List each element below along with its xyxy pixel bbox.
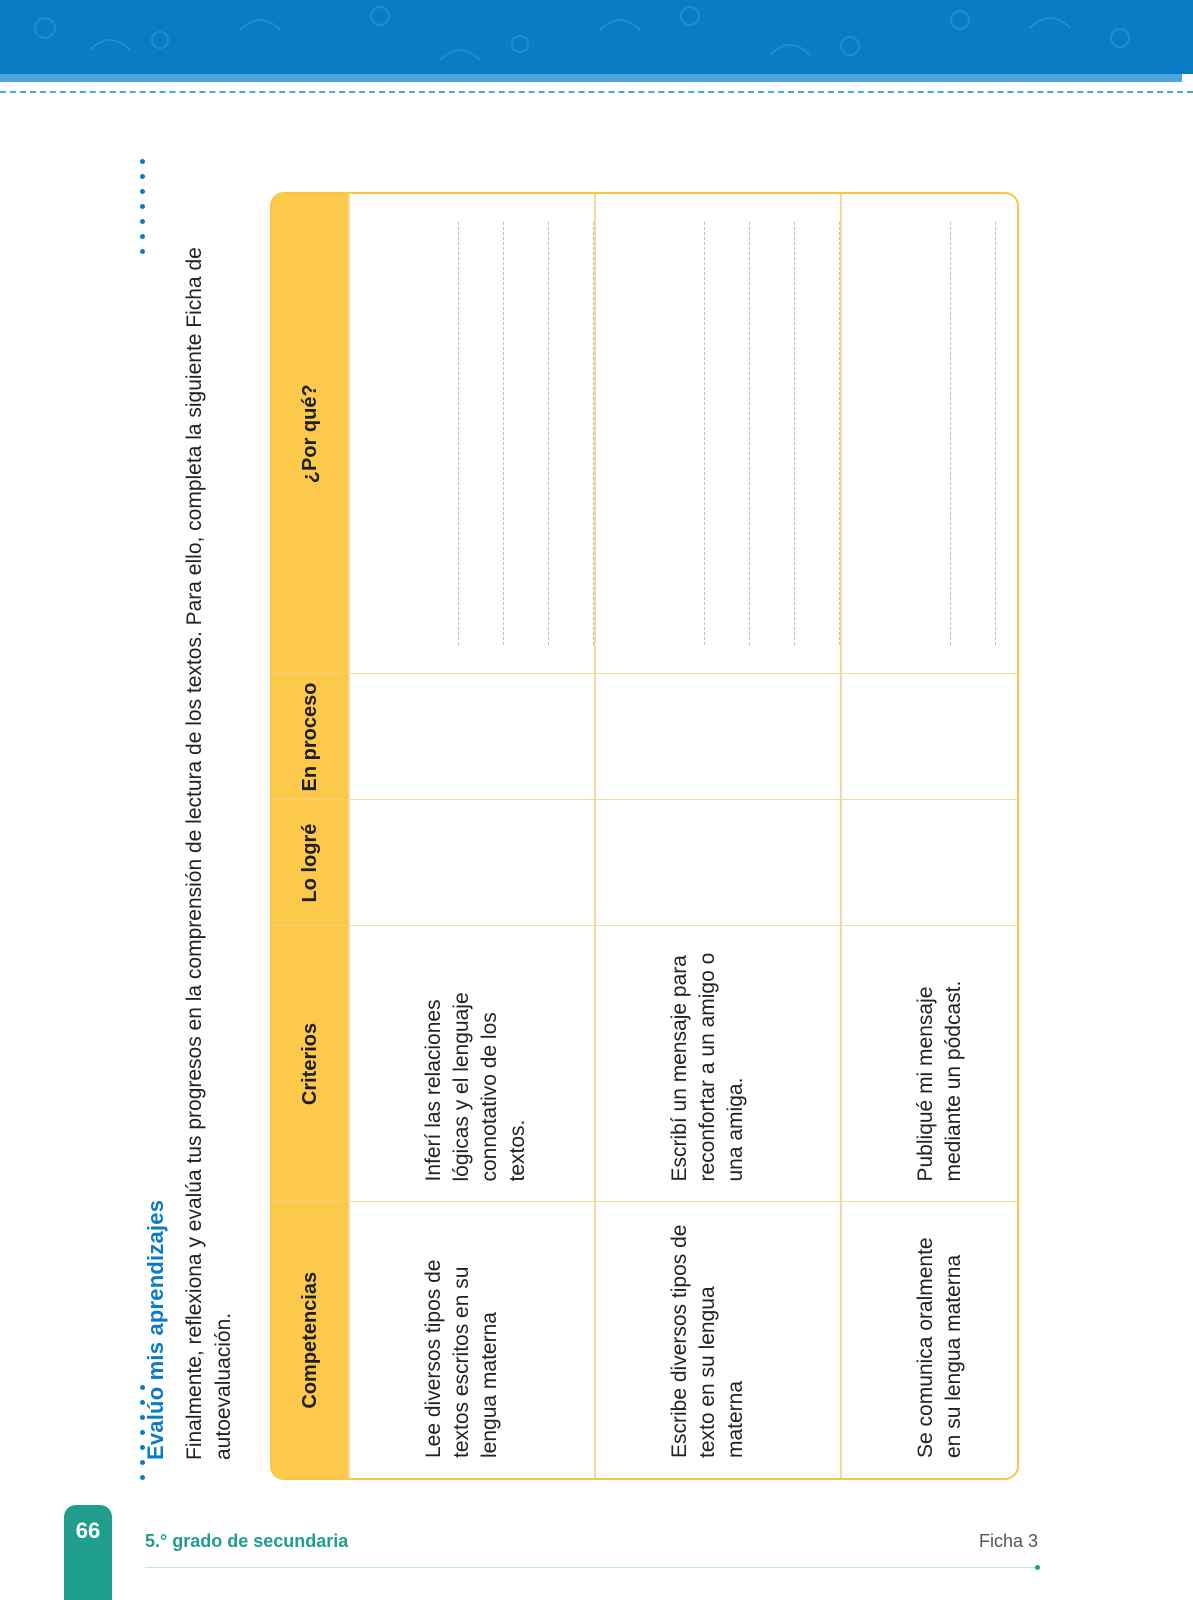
top-banner-stripe bbox=[0, 74, 1182, 82]
table-row bbox=[595, 194, 841, 1478]
header-por-que: ¿Por qué? bbox=[272, 194, 349, 674]
self-evaluation-table bbox=[270, 192, 1019, 1480]
header-competencias: Competencias bbox=[272, 1202, 349, 1478]
lo-logre-checkbox-cell[interactable] bbox=[841, 800, 1019, 926]
table-row bbox=[841, 194, 1019, 1478]
grade-label: 5.° grado de secundaria bbox=[145, 1531, 349, 1551]
footer-divider bbox=[145, 1567, 1038, 1568]
competencia-cell: Se comunica oralmente en su lengua materna bbox=[841, 1202, 1019, 1478]
header-lo-logre: Lo logré bbox=[272, 800, 349, 926]
criterio-cell: Escribí un mensaje para reconfortar a un amigo o una amiga. bbox=[595, 926, 841, 1202]
table-row bbox=[349, 194, 595, 1478]
competencia-cell: Lee diversos tipos de textos escritos en su lengua materna bbox=[349, 1202, 595, 1478]
header-criterios: Criterios bbox=[272, 926, 349, 1202]
top-dashed-divider bbox=[0, 91, 1193, 93]
en-proceso-checkbox-cell[interactable] bbox=[595, 674, 841, 800]
criterio-cell: Inferí las relaciones lógicas y el lenguaje connotativo de los textos. bbox=[349, 926, 595, 1202]
en-proceso-checkbox-cell[interactable] bbox=[841, 674, 1019, 800]
header-en-proceso: En proceso bbox=[272, 674, 349, 800]
por-que-answer-cell[interactable] bbox=[595, 194, 841, 674]
por-que-answer-cell[interactable] bbox=[841, 194, 1019, 674]
lo-logre-checkbox-cell[interactable] bbox=[349, 800, 595, 926]
rotated-content bbox=[140, 170, 1040, 1480]
competencia-cell: Escribe diversos tipos de texto en su lengua materna bbox=[595, 1202, 841, 1478]
en-proceso-checkbox-cell[interactable] bbox=[349, 674, 595, 800]
lo-logre-checkbox-cell[interactable] bbox=[595, 800, 841, 926]
footer-dot bbox=[1035, 1565, 1040, 1570]
instructions-text: Finalmente, reflexiona y evalúa tus progresos en la comprensión de lectura de los textos. Para ello, completa la siguiente Ficha de autoevaluación. bbox=[183, 247, 235, 1460]
criterio-cell: Publiqué mi mensaje mediante un pódcast. bbox=[841, 926, 1019, 1202]
por-que-answer-cell[interactable] bbox=[349, 194, 595, 674]
dots-right bbox=[140, 159, 150, 254]
section-title: Evalúo mis aprendizajes bbox=[143, 1199, 168, 1460]
page-number: 66 bbox=[75, 1518, 101, 1543]
ficha-label: Ficha 3 bbox=[978, 1531, 1038, 1551]
doodle-pattern-icon bbox=[0, 0, 1193, 74]
